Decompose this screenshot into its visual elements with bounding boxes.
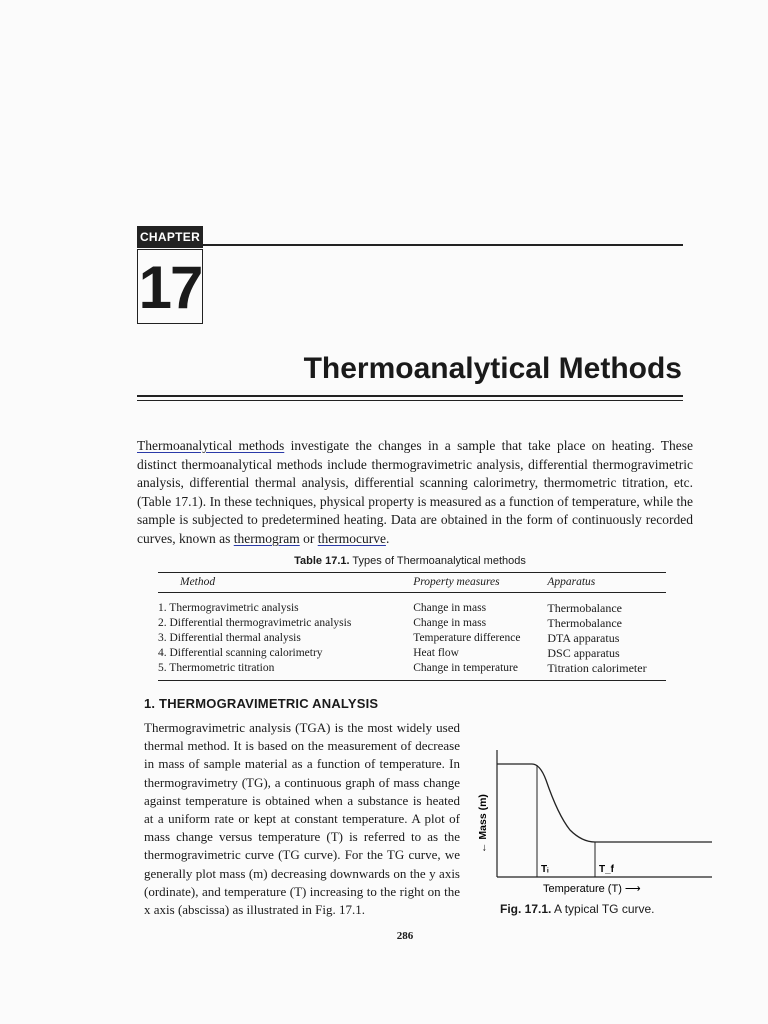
cell-apparatus: Thermobalance xyxy=(547,601,622,615)
term-thermocurve: thermocurve xyxy=(317,530,386,546)
tf-label: T_f xyxy=(599,864,614,875)
table-row xyxy=(158,616,666,631)
header-apparatus: Apparatus xyxy=(547,573,666,593)
cell-method: 4. Differential scanning calorimetry xyxy=(158,647,323,659)
tga-paragraph: Thermogravimetric analysis (TGA) is the most widely used thermal method. It is based on the measurement of decrease in mass of sample material as a function of temperature. In thermogravimetry (TG), a continuous graph of mass change against temperature is obtained when a substance is heated at a uniform rate or kept at constant temperature. A plot of mass change versus temperature (T) is referred to as the thermogravimetric curve (TG curve). For the TG curve, we generally plot mass (m) decreasing downwards on the y axis (ordinate), and temperature (T) increasing to the right on the x axis (abscissa) as illustrated in Fig. 17.1. xyxy=(144,720,460,918)
figure-caption xyxy=(500,902,700,916)
title-rule xyxy=(137,395,683,397)
intro-end: . xyxy=(385,530,390,546)
cell-property: Temperature difference xyxy=(413,632,521,644)
y-axis-label: ← Mass (m) xyxy=(477,794,489,853)
table-row xyxy=(158,593,666,617)
cell-apparatus: DTA apparatus xyxy=(547,631,620,645)
cell-apparatus: Titration calorimeter xyxy=(547,661,666,681)
title-rule-thin xyxy=(137,400,683,401)
table-row xyxy=(158,631,666,646)
cell-apparatus: Thermobalance xyxy=(547,616,622,630)
cell-property: Change in mass xyxy=(413,617,487,629)
intro-or: or xyxy=(299,530,318,546)
table-row xyxy=(158,646,666,661)
intro-text: investigate the changes in a sample that take place on heating. These distinct thermoanalytical methods include thermogravimetric analysis, differential thermogravimetric analysis, differential thermal analysis, differential scanning calorimetry, thermometric titration, etc. (Table 17.1). In these techniques, physical property is measured as a function of temperature, while the sample is subjected to predetermined heating. Data are obtained in the form of continuously recorded curves, known as xyxy=(137,438,693,546)
header-property: Property measures xyxy=(413,573,547,593)
table-caption-label: Table 17.1. xyxy=(294,555,350,567)
methods-table xyxy=(158,572,666,681)
figure-caption-label: Fig. 17.1. xyxy=(500,902,552,916)
tg-curve xyxy=(497,764,712,842)
cell-property: Heat flow xyxy=(413,647,459,659)
term-thermogram: thermogram xyxy=(233,530,300,546)
cell-property: Change in mass xyxy=(413,602,487,614)
x-axis-label: Temperature (T) ⟶ xyxy=(543,883,641,895)
table-caption xyxy=(137,555,683,567)
cell-method: 5. Thermometric titration xyxy=(158,661,413,681)
chapter-number: 17 xyxy=(137,249,203,324)
cell-property: Change in temperature xyxy=(413,661,547,681)
chapter-rule xyxy=(203,244,683,246)
intro-term: Thermoanalytical methods xyxy=(137,438,285,453)
cell-apparatus: DSC apparatus xyxy=(547,646,620,660)
table-header-row xyxy=(158,573,666,593)
intro-paragraph xyxy=(137,437,693,549)
cell-method: 1. Thermogravimetric analysis xyxy=(158,602,299,614)
header-method: Method xyxy=(158,573,413,593)
page-number: 286 xyxy=(396,930,414,942)
table-row xyxy=(158,661,666,681)
chapter-tag: CHAPTER xyxy=(137,226,203,248)
section-heading: 1. THERMOGRAVIMETRIC ANALYSIS xyxy=(144,696,379,711)
cell-method: 2. Differential thermogravimetric analysis xyxy=(158,617,352,629)
table-caption-text: Types of Thermoanalytical methods xyxy=(349,555,526,567)
figure-caption-text: A typical TG curve. xyxy=(551,902,655,916)
cell-method: 3. Differential thermal analysis xyxy=(158,632,301,644)
ti-label: Tᵢ xyxy=(541,864,549,875)
chapter-title: Thermoanalytical Methods xyxy=(303,352,682,385)
